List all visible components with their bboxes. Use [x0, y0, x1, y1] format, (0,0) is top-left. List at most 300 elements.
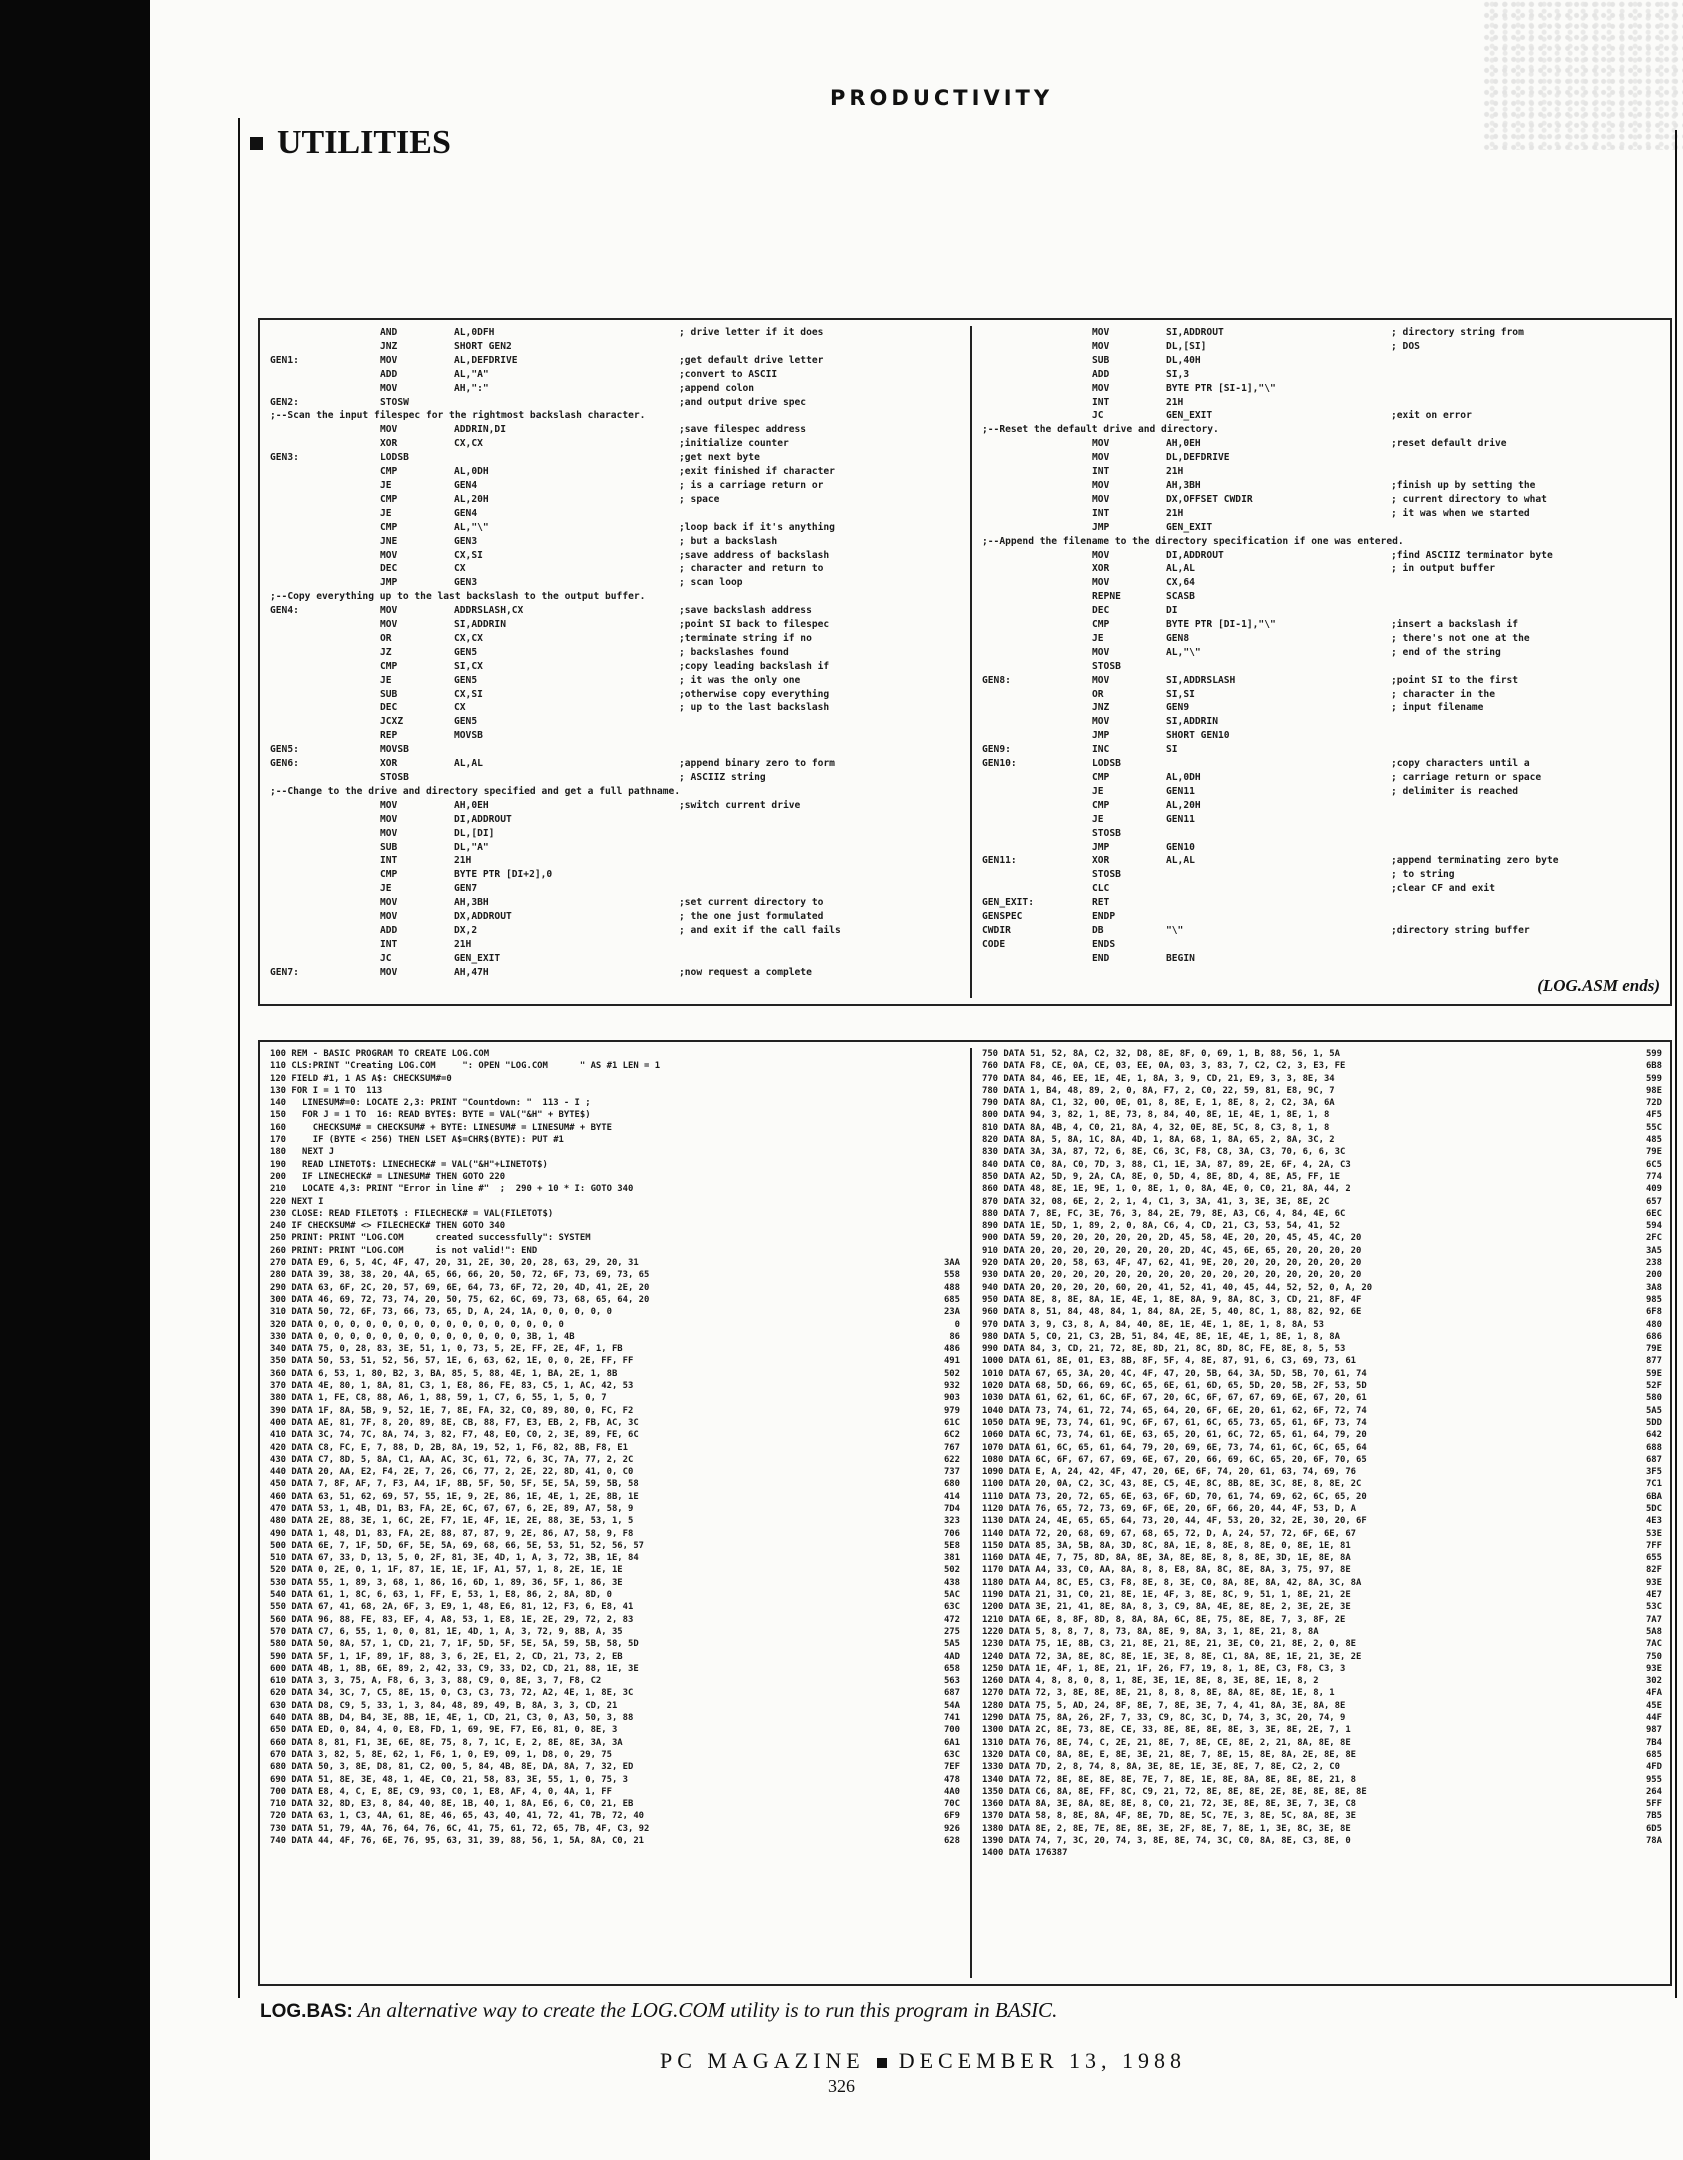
bas-checksum: 903 — [943, 1393, 960, 1404]
bas-line — [270, 1183, 960, 1195]
bas-line — [270, 1663, 960, 1675]
bas-checksum — [916, 1208, 960, 1220]
asm-opcode: LODSB — [1092, 758, 1121, 770]
asm-operand: AL,"A" — [454, 368, 489, 380]
asm-line — [982, 326, 1662, 340]
asm-line — [982, 660, 1662, 674]
bas-checksum: 414 — [943, 1491, 960, 1502]
bas-statement: 1090 DATA E, A, 24, 42, 4F, 47, 20, 6E, 6F, 74, 20, 61, 63, 74, 69, 76 — [982, 1467, 1357, 1478]
bas-checksum — [916, 1060, 960, 1072]
asm-comment — [1391, 660, 1662, 674]
bas-column-divider — [970, 1048, 972, 1978]
bas-line — [270, 1774, 960, 1786]
asm-line — [982, 827, 1662, 841]
asm-opcode: CMP — [380, 660, 398, 672]
bas-statement: 250 PRINT: PRINT "LOG.COM created successfully": SYSTEM — [270, 1233, 591, 1244]
bas-statement: 1110 DATA 73, 20, 72, 65, 6E, 63, 6F, 6D, 70, 61, 74, 69, 62, 6C, 65, 20 — [982, 1491, 1367, 1502]
bas-statement: 540 DATA 61, 1, 8C, 6, 63, 1, FF, E, 53, 1, E8, 86, 2, 8A, 8D, 0 — [270, 1590, 612, 1601]
asm-label — [982, 576, 1092, 590]
bas-checksum: 70C — [943, 1799, 960, 1810]
asm-comment — [1391, 743, 1662, 757]
asm-line — [270, 354, 960, 368]
bas-line — [982, 1196, 1662, 1208]
bas-line — [982, 1700, 1662, 1712]
asm-line — [270, 562, 960, 576]
bas-statement: 290 DATA 63, 6F, 2C, 20, 57, 69, 6E, 64, 73, 6F, 72, 20, 4D, 41, 2E, 20 — [270, 1282, 650, 1293]
asm-comment-line: ;--Append the filename to the directory specification if one was entered. — [982, 535, 1404, 547]
asm-comment: ;save backslash address — [679, 605, 812, 617]
bas-line — [982, 1392, 1662, 1404]
asm-line — [270, 604, 960, 618]
asm-line — [270, 451, 960, 465]
bas-checksum: 685 — [1645, 1749, 1662, 1760]
asm-operand: BYTE PTR [SI-1],"\" — [1166, 382, 1276, 394]
asm-label — [982, 813, 1092, 827]
asm-line — [982, 423, 1662, 437]
bas-checksum: 53C — [1645, 1602, 1662, 1613]
asm-label — [270, 882, 380, 896]
bas-statement: 730 DATA 51, 79, 4A, 76, 64, 76, 6C, 41, 75, 61, 72, 65, 7B, 4F, C3, 92 — [270, 1823, 650, 1834]
asm-comment — [1391, 382, 1662, 396]
bas-line — [270, 1810, 960, 1822]
bas-statement: 1000 DATA 61, 8E, 01, E3, 8B, 8F, 5F, 4, 8E, 87, 91, 6, C3, 69, 73, 61 — [982, 1356, 1357, 1367]
bas-line — [270, 1232, 960, 1244]
bas-statement: 220 NEXT I — [270, 1196, 324, 1207]
bas-checksum: 877 — [1645, 1356, 1662, 1367]
bas-statement: 1270 DATA 72, 3, 8E, 8E, 8E, 21, 8, 8, 8, 8E, 8A, 8E, 8E, 1E, 8, 1 — [982, 1688, 1335, 1699]
bas-statement: 1250 DATA 1E, 4F, 1, 8E, 21, 1F, 26, F7, 19, 8, 1, 8E, C3, F8, C3, 3 — [982, 1663, 1346, 1674]
asm-label — [982, 479, 1092, 493]
asm-line — [982, 535, 1662, 549]
asm-operand: GEN9 — [1166, 702, 1190, 714]
asm-line — [270, 479, 960, 493]
asm-label — [270, 618, 380, 632]
asm-line — [270, 910, 960, 924]
bas-line — [982, 1847, 1662, 1859]
asm-label — [270, 507, 380, 521]
asm-line — [270, 827, 960, 841]
asm-label — [270, 868, 380, 882]
bas-statement: 660 DATA 8, 81, F1, 3E, 6E, 8E, 75, 8, 7, 1C, E, 2, 8E, 8E, 3A, 3A — [270, 1737, 623, 1748]
asm-line — [270, 521, 960, 535]
asm-operand: GEN5 — [454, 646, 478, 658]
bas-statement: 850 DATA A2, 5D, 9, 2A, CA, 8E, 0, 5D, 4, 8E, 8D, 4, 8E, A5, FF, 1E — [982, 1171, 1340, 1182]
footer-separator-icon — [877, 2058, 887, 2068]
asm-operand: DX,ADDROUT — [454, 911, 512, 923]
asm-listing — [258, 318, 1672, 1006]
bas-line — [982, 1614, 1662, 1626]
asm-operand: GEN7 — [454, 883, 478, 895]
bas-checksum: 658 — [943, 1663, 960, 1674]
asm-line — [270, 785, 960, 799]
asm-operand: GEN_EXIT — [1166, 410, 1213, 422]
bas-checksum: 93E — [1645, 1663, 1662, 1674]
asm-comment: ;get default drive letter — [679, 354, 824, 366]
bas-statement: 500 DATA 6E, 7, 1F, 5D, 6F, 5E, 5A, 69, 68, 66, 5E, 53, 51, 52, 56, 57 — [270, 1540, 645, 1551]
asm-line — [982, 854, 1662, 868]
asm-label: GEN11: — [982, 855, 1017, 867]
asm-line — [270, 882, 960, 896]
asm-line — [270, 632, 960, 646]
bas-checksum — [916, 1048, 960, 1060]
asm-operand: GEN3 — [454, 577, 478, 589]
asm-line — [982, 771, 1662, 785]
asm-line — [270, 813, 960, 827]
asm-comment — [1391, 465, 1662, 479]
bas-statement: 620 DATA 34, 3C, 7, C5, 8E, 15, 0, C3, C3, 73, 72, A2, 4E, 1, 8E, 3C — [270, 1688, 634, 1699]
asm-line — [270, 674, 960, 688]
asm-comment: ;otherwise copy everything — [679, 688, 830, 700]
asm-comment: ;now request a complete — [679, 966, 812, 978]
bas-statement: 280 DATA 39, 38, 38, 20, 4A, 65, 66, 66, 20, 50, 72, 6F, 73, 69, 73, 65 — [270, 1270, 650, 1281]
bas-checksum: 688 — [1645, 1442, 1662, 1453]
asm-comment — [1391, 715, 1662, 729]
asm-label: GEN7: — [270, 966, 299, 978]
asm-opcode: JE — [380, 883, 392, 895]
asm-operand: AH,3BH — [1166, 479, 1201, 491]
bas-line — [270, 1306, 960, 1318]
bas-statement: 750 DATA 51, 52, 8A, C2, 32, D8, 8E, 8F, 0, 69, 1, B, 88, 56, 1, 5A — [982, 1049, 1340, 1059]
asm-label — [982, 451, 1092, 465]
bas-line — [270, 1282, 960, 1294]
asm-operand: SCASB — [1166, 591, 1195, 603]
asm-line — [982, 646, 1662, 660]
asm-operand: SI — [1166, 744, 1178, 756]
bas-statement: 1220 DATA 5, 8, 8, 7, 8, 73, 8A, 8E, 9, 8A, 3, 1, 8E, 21, 8, 8A — [982, 1626, 1319, 1637]
asm-operand: AL,AL — [1166, 855, 1195, 867]
bas-line — [982, 1085, 1662, 1097]
bas-line — [270, 1491, 960, 1503]
asm-opcode: AND — [380, 327, 398, 338]
asm-opcode: CMP — [1092, 772, 1110, 783]
asm-comment — [1391, 729, 1662, 743]
asm-operand — [454, 743, 679, 757]
asm-comment: ; it was the only one — [679, 674, 801, 686]
asm-operand: GEN11 — [1166, 785, 1195, 797]
asm-comment: ;directory string buffer — [1391, 924, 1530, 936]
asm-label: CWDIR — [982, 924, 1011, 936]
bas-checksum: 323 — [943, 1516, 960, 1527]
bas-line — [270, 1368, 960, 1380]
bas-statement: 940 DATA 20, 20, 20, 20, 60, 20, 41, 52, 41, 40, 45, 44, 52, 52, 0, A, 20 — [982, 1282, 1373, 1293]
bas-checksum — [916, 1183, 960, 1195]
bas-checksum: 98E — [1645, 1085, 1662, 1096]
bas-statement: 640 DATA 8B, D4, B4, 3E, 8B, 1E, 4E, 1, CD, 21, C3, 0, A3, 50, 3, 88 — [270, 1713, 634, 1724]
asm-line — [982, 521, 1662, 535]
bas-checksum: 3A5 — [1645, 1245, 1662, 1256]
bas-statement: 830 DATA 3A, 3A, 87, 72, 6, 8E, C6, 3C, F8, C8, 3A, C3, 70, 6, 6, 3C — [982, 1147, 1346, 1158]
bas-statement: 890 DATA 1E, 5D, 1, 89, 2, 0, 8A, C6, 4, CD, 21, C3, 53, 54, 41, 52 — [982, 1221, 1340, 1232]
asm-comment — [1391, 799, 1662, 813]
bas-checksum: 750 — [1645, 1651, 1662, 1662]
bas-statement: 490 DATA 1, 48, D1, 83, FA, 2E, 88, 87, 87, 9, 2E, 86, A7, 58, 9, F8 — [270, 1528, 634, 1539]
asm-comment: ;set current directory to — [679, 897, 824, 909]
bas-checksum: 979 — [943, 1405, 960, 1416]
bas-checksum: 3AA — [943, 1258, 960, 1269]
asm-line — [982, 743, 1662, 757]
asm-comment: ; it was when we started — [1391, 507, 1530, 519]
asm-label — [982, 326, 1092, 340]
asm-operand: 21H — [454, 938, 472, 950]
bas-statement: 1240 DATA 72, 3A, 8E, 8C, 8E, 1E, 3E, 8, 8E, C1, 8A, 8E, 1E, 21, 3E, 2E — [982, 1651, 1362, 1662]
bas-statement: 550 DATA 67, 41, 68, 2A, 6F, 3, E9, 1, 48, E6, 81, 12, F3, 6, E8, 41 — [270, 1602, 634, 1613]
bas-line — [270, 1159, 960, 1171]
asm-opcode: JMP — [1092, 730, 1110, 742]
scan-speckle — [1483, 0, 1683, 150]
bas-checksum: 44F — [1645, 1713, 1662, 1724]
bas-statement: 690 DATA 51, 8E, 3E, 48, 1, 4E, C0, 21, 58, 83, 3E, 55, 1, 0, 75, 3 — [270, 1774, 628, 1785]
bas-statement: 510 DATA 67, 33, D, 13, 5, 0, 2F, 81, 3E, 4D, 1, A, 3, 72, 3B, 1E, 84 — [270, 1553, 639, 1564]
bas-statement: 350 DATA 50, 53, 51, 52, 56, 57, 1E, 6, 63, 62, 1E, 0, 0, 2E, FF, FF — [270, 1356, 634, 1367]
bas-line — [982, 1368, 1662, 1380]
asm-comment: ; DOS — [1391, 340, 1420, 352]
bas-line — [982, 1810, 1662, 1822]
bas-line — [982, 1257, 1662, 1269]
bas-line — [982, 1663, 1662, 1675]
bas-column-right — [982, 1048, 1662, 1978]
asm-opcode: MOV — [1092, 646, 1110, 658]
asm-opcode: INT — [380, 855, 398, 867]
bas-statement: 480 DATA 2E, 88, 3E, 1, 6C, 2E, F7, 1E, 4F, 1E, 2E, 88, 3E, 53, 1, 5 — [270, 1516, 634, 1527]
asm-opcode: MOV — [380, 966, 398, 978]
bas-statement: 900 DATA 59, 20, 20, 20, 20, 20, 2D, 45, 58, 4E, 20, 20, 45, 45, 4C, 20 — [982, 1233, 1362, 1244]
bas-checksum: 6C5 — [1645, 1159, 1662, 1170]
asm-line — [270, 423, 960, 437]
bas-statement: 1210 DATA 6E, 8, 8F, 8D, 8, 8A, 8A, 6C, 8E, 75, 8E, 8E, 7, 3, 8F, 2E — [982, 1614, 1346, 1625]
asm-opcode: MOV — [1092, 382, 1110, 394]
bas-line — [270, 1564, 960, 1576]
bas-checksum: 926 — [943, 1823, 960, 1834]
asm-opcode: JE — [1092, 813, 1104, 825]
asm-comment: ;initialize counter — [679, 438, 789, 450]
asm-opcode: STOSB — [1092, 827, 1121, 839]
asm-operand: SI,ADDRIN — [454, 619, 506, 631]
bas-checksum: 932 — [943, 1381, 960, 1392]
bas-statement: 650 DATA ED, 0, 84, 4, 0, E8, FD, 1, 69, 9E, F7, E6, 81, 0, 8E, 3 — [270, 1725, 618, 1736]
asm-opcode: DEC — [380, 563, 398, 575]
asm-operand: GEN5 — [454, 716, 478, 728]
bas-line — [270, 1626, 960, 1638]
asm-line — [270, 924, 960, 938]
asm-comment-line: ;--Change to the drive and directory specified and get a full pathname. — [270, 785, 681, 797]
asm-line — [270, 382, 960, 396]
bas-statement: 1370 DATA 58, 8, 8E, 8A, 4F, 8E, 7D, 8E, 5C, 7E, 3, 8E, 5C, 8A, 8E, 3E — [982, 1811, 1357, 1822]
asm-line — [982, 632, 1662, 646]
bas-line — [982, 1171, 1662, 1183]
asm-line — [270, 841, 960, 855]
bas-statement: 240 IF CHECKSUM# <> FILECHECK# THEN GOTO 340 — [270, 1221, 506, 1232]
bas-checksum: 438 — [943, 1577, 960, 1588]
asm-label — [270, 841, 380, 855]
asm-operand — [454, 771, 679, 785]
bas-checksum: 72D — [1645, 1098, 1662, 1109]
bas-line — [982, 1724, 1662, 1736]
bas-line — [982, 1564, 1662, 1576]
asm-opcode: MOV — [1092, 549, 1110, 561]
asm-line — [270, 535, 960, 549]
asm-comment: ; ASCIIZ string — [679, 772, 766, 783]
asm-operand: ADDRIN,DI — [454, 424, 506, 436]
caption-text: An alternative way to create the LOG.COM utility is to run this program in BASIC. — [352, 1998, 1058, 2022]
bas-checksum: 767 — [943, 1442, 960, 1453]
bas-statement: 1340 DATA 72, 8E, 8E, 8E, 8E, 7E, 7, 8E, 1E, 8E, 8A, 8E, 8E, 8E, 21, 8 — [982, 1774, 1357, 1785]
bas-statement: 1150 DATA 85, 3A, 5B, 8A, 3D, 8C, 8A, 1E, 8, 8E, 8, 8E, 0, 8E, 1E, 81 — [982, 1540, 1351, 1551]
asm-comment — [679, 868, 960, 882]
asm-label — [270, 701, 380, 715]
asm-label — [270, 437, 380, 451]
bas-statement: 1140 DATA 72, 20, 68, 69, 67, 68, 65, 72, D, A, 24, 57, 72, 6F, 6E, 67 — [982, 1528, 1357, 1539]
asm-operand: SI,ADDRSLASH — [1166, 674, 1236, 686]
asm-line — [982, 576, 1662, 590]
asm-line — [270, 660, 960, 674]
asm-operand: SI,3 — [1166, 368, 1190, 380]
asm-line — [270, 326, 960, 340]
bas-statement: 1190 DATA 21, 31, C0, 21, 8E, 1E, 4F, 3, 8E, 8C, 9, 51, 1, 8E, 21, 2E — [982, 1590, 1351, 1601]
asm-comment: ; and exit if the call fails — [679, 924, 841, 936]
asm-comment: ;point SI to the first — [1391, 674, 1519, 686]
bas-checksum: 6BA — [1645, 1491, 1662, 1502]
asm-label — [982, 549, 1092, 563]
bas-statement: 100 REM - BASIC PROGRAM TO CREATE LOG.COM — [270, 1049, 490, 1059]
bas-statement: 950 DATA 8E, 8, 8E, 8A, 1E, 4E, 1, 8E, 8A, 9, 8A, 8C, 3, CD, 21, 8F, 4F — [982, 1294, 1362, 1305]
asm-comment: ; current directory to what — [1391, 493, 1547, 505]
asm-operand: DX,OFFSET CWDIR — [1166, 493, 1253, 505]
bas-checksum: 4E3 — [1645, 1516, 1662, 1527]
asm-comment: ;get next byte — [679, 452, 760, 464]
asm-comment: ;point SI back to filespec — [679, 619, 830, 631]
bas-line — [270, 1614, 960, 1626]
asm-line — [270, 590, 960, 604]
bas-line — [270, 1134, 960, 1146]
bas-statement: 460 DATA 63, 51, 62, 69, 57, 55, 1E, 9, 2E, 86, 1E, 4E, 1, 2E, 8B, 1E — [270, 1491, 639, 1502]
asm-label — [270, 382, 380, 396]
bas-statement: 1360 DATA 8A, 3E, 8A, 8E, 8E, 8, C0, 21, 72, 3E, 8E, 8E, 3E, 7, 3E, C8 — [982, 1799, 1357, 1810]
bas-checksum: 737 — [943, 1467, 960, 1478]
bas-statement: 740 DATA 44, 4F, 76, 6E, 76, 95, 63, 31, 39, 88, 56, 1, 5A, 8A, C0, 21 — [270, 1836, 645, 1846]
asm-line — [270, 549, 960, 563]
asm-label — [982, 465, 1092, 479]
asm-label: GEN1: — [270, 354, 299, 366]
bas-line — [270, 1577, 960, 1589]
bas-line — [270, 1638, 960, 1650]
asm-label — [270, 632, 380, 646]
bas-checksum — [916, 1159, 960, 1171]
asm-opcode: MOV — [1092, 452, 1110, 464]
bas-statement: 370 DATA 4E, 80, 1, 8A, 81, C3, 1, E8, 86, FE, 83, C5, 1, AC, 42, 53 — [270, 1381, 634, 1392]
asm-line — [270, 409, 960, 423]
asm-comment: ; backslashes found — [679, 646, 789, 658]
asm-opcode: MOV — [1092, 716, 1110, 728]
asm-operand: AL,"\" — [1166, 646, 1201, 658]
asm-line — [982, 507, 1662, 521]
asm-label — [270, 924, 380, 938]
asm-line — [270, 938, 960, 952]
asm-label: GEN8: — [982, 674, 1011, 686]
bas-checksum: 4A0 — [943, 1786, 960, 1797]
bas-checksum: 6F8 — [1645, 1307, 1662, 1318]
asm-line — [982, 437, 1662, 451]
asm-label — [270, 813, 380, 827]
asm-line — [982, 813, 1662, 827]
asm-comment: ; character in the — [1391, 688, 1495, 700]
asm-line — [982, 674, 1662, 688]
bas-checksum: 657 — [1645, 1196, 1662, 1207]
bas-line — [270, 1405, 960, 1417]
bas-line — [982, 1515, 1662, 1527]
bas-statement: 1020 DATA 68, 5D, 66, 69, 6C, 65, 6E, 61, 6D, 65, 5D, 20, 5B, 2F, 53, 5D — [982, 1381, 1367, 1392]
asm-comment: ; the one just formulated — [679, 911, 824, 923]
asm-opcode: REPNE — [1092, 591, 1121, 603]
asm-label — [270, 715, 380, 729]
asm-label — [270, 799, 380, 813]
asm-line — [982, 549, 1662, 563]
asm-comment — [1391, 604, 1662, 618]
section-title — [250, 124, 451, 162]
bas-line — [982, 1355, 1662, 1367]
asm-label — [982, 354, 1092, 368]
bas-statement: 1100 DATA 20, 0A, C2, 3C, 43, 8E, C5, 4E, 8C, 8B, 8E, 3C, 8E, 8, 8E, 2C — [982, 1479, 1362, 1490]
bas-line — [270, 1823, 960, 1835]
asm-operand: AH,47H — [454, 966, 489, 978]
asm-operand: 21H — [1166, 396, 1184, 408]
asm-label — [982, 827, 1092, 841]
asm-opcode: XOR — [1092, 855, 1110, 867]
asm-opcode: ADD — [380, 924, 398, 936]
asm-line — [270, 396, 960, 410]
bas-checksum: 655 — [1645, 1553, 1662, 1564]
bas-line — [982, 1823, 1662, 1835]
bas-line — [270, 1146, 960, 1158]
asm-opcode: STOSW — [380, 396, 409, 408]
asm-comment — [679, 729, 960, 743]
bas-checksum: 4E7 — [1645, 1590, 1662, 1601]
asm-label — [982, 729, 1092, 743]
asm-comment-line: ;--Copy everything up to the last backslash to the output buffer. — [270, 591, 646, 603]
bas-statement: 340 DATA 75, 0, 28, 83, 3E, 51, 1, 0, 73, 5, 2E, FF, 2E, 4F, 1, FB — [270, 1344, 623, 1355]
bas-line — [982, 1749, 1662, 1761]
bas-statement: 1380 DATA 8E, 2, 8E, 7E, 8E, 8E, 3E, 2F, 8E, 7, 8E, 1, 3E, 8C, 3E, 8E — [982, 1823, 1351, 1834]
asm-opcode: MOV — [380, 354, 398, 366]
bas-checksum: 700 — [943, 1725, 960, 1736]
bas-statement: 150 FOR J = 1 TO 16: READ BYTE$: BYTE = VAL("&H" + BYTE$) — [270, 1110, 591, 1121]
bas-line — [982, 1540, 1662, 1552]
asm-opcode: OR — [1092, 688, 1104, 700]
bas-statement: 180 NEXT J — [270, 1147, 335, 1158]
bas-line — [982, 1774, 1662, 1786]
asm-line — [982, 382, 1662, 396]
bas-checksum: 86 — [949, 1331, 960, 1342]
bas-statement: 700 DATA E8, 4, C, E, 8E, C9, 93, C0, 1, E8, AF, 4, 0, 4A, 1, FF — [270, 1786, 612, 1797]
asm-opcode: INC — [1092, 744, 1110, 756]
bas-checksum: 79E — [1645, 1344, 1662, 1355]
bas-checksum: 54A — [943, 1700, 960, 1711]
asm-opcode: MOV — [380, 424, 398, 436]
bas-checksum: 61C — [943, 1417, 960, 1428]
bas-statement: 1120 DATA 76, 65, 72, 73, 69, 6F, 6E, 20, 6F, 66, 20, 44, 4F, 53, D, A — [982, 1503, 1357, 1514]
bas-statement: 1050 DATA 9E, 73, 74, 61, 9C, 6F, 67, 61, 6C, 65, 73, 65, 61, 6F, 73, 74 — [982, 1417, 1367, 1428]
bas-line — [982, 1675, 1662, 1687]
asm-line — [982, 368, 1662, 382]
bas-line — [982, 1306, 1662, 1318]
asm-comment: ; directory string from — [1391, 327, 1524, 338]
asm-opcode: JZ — [380, 646, 392, 658]
asm-comment: ;append binary zero to form — [679, 758, 835, 770]
asm-comment-line: ;--Reset the default drive and directory. — [982, 424, 1219, 436]
asm-operand: SI,SI — [1166, 688, 1195, 700]
asm-line — [982, 715, 1662, 729]
bas-line — [270, 1503, 960, 1515]
asm-label — [270, 660, 380, 674]
